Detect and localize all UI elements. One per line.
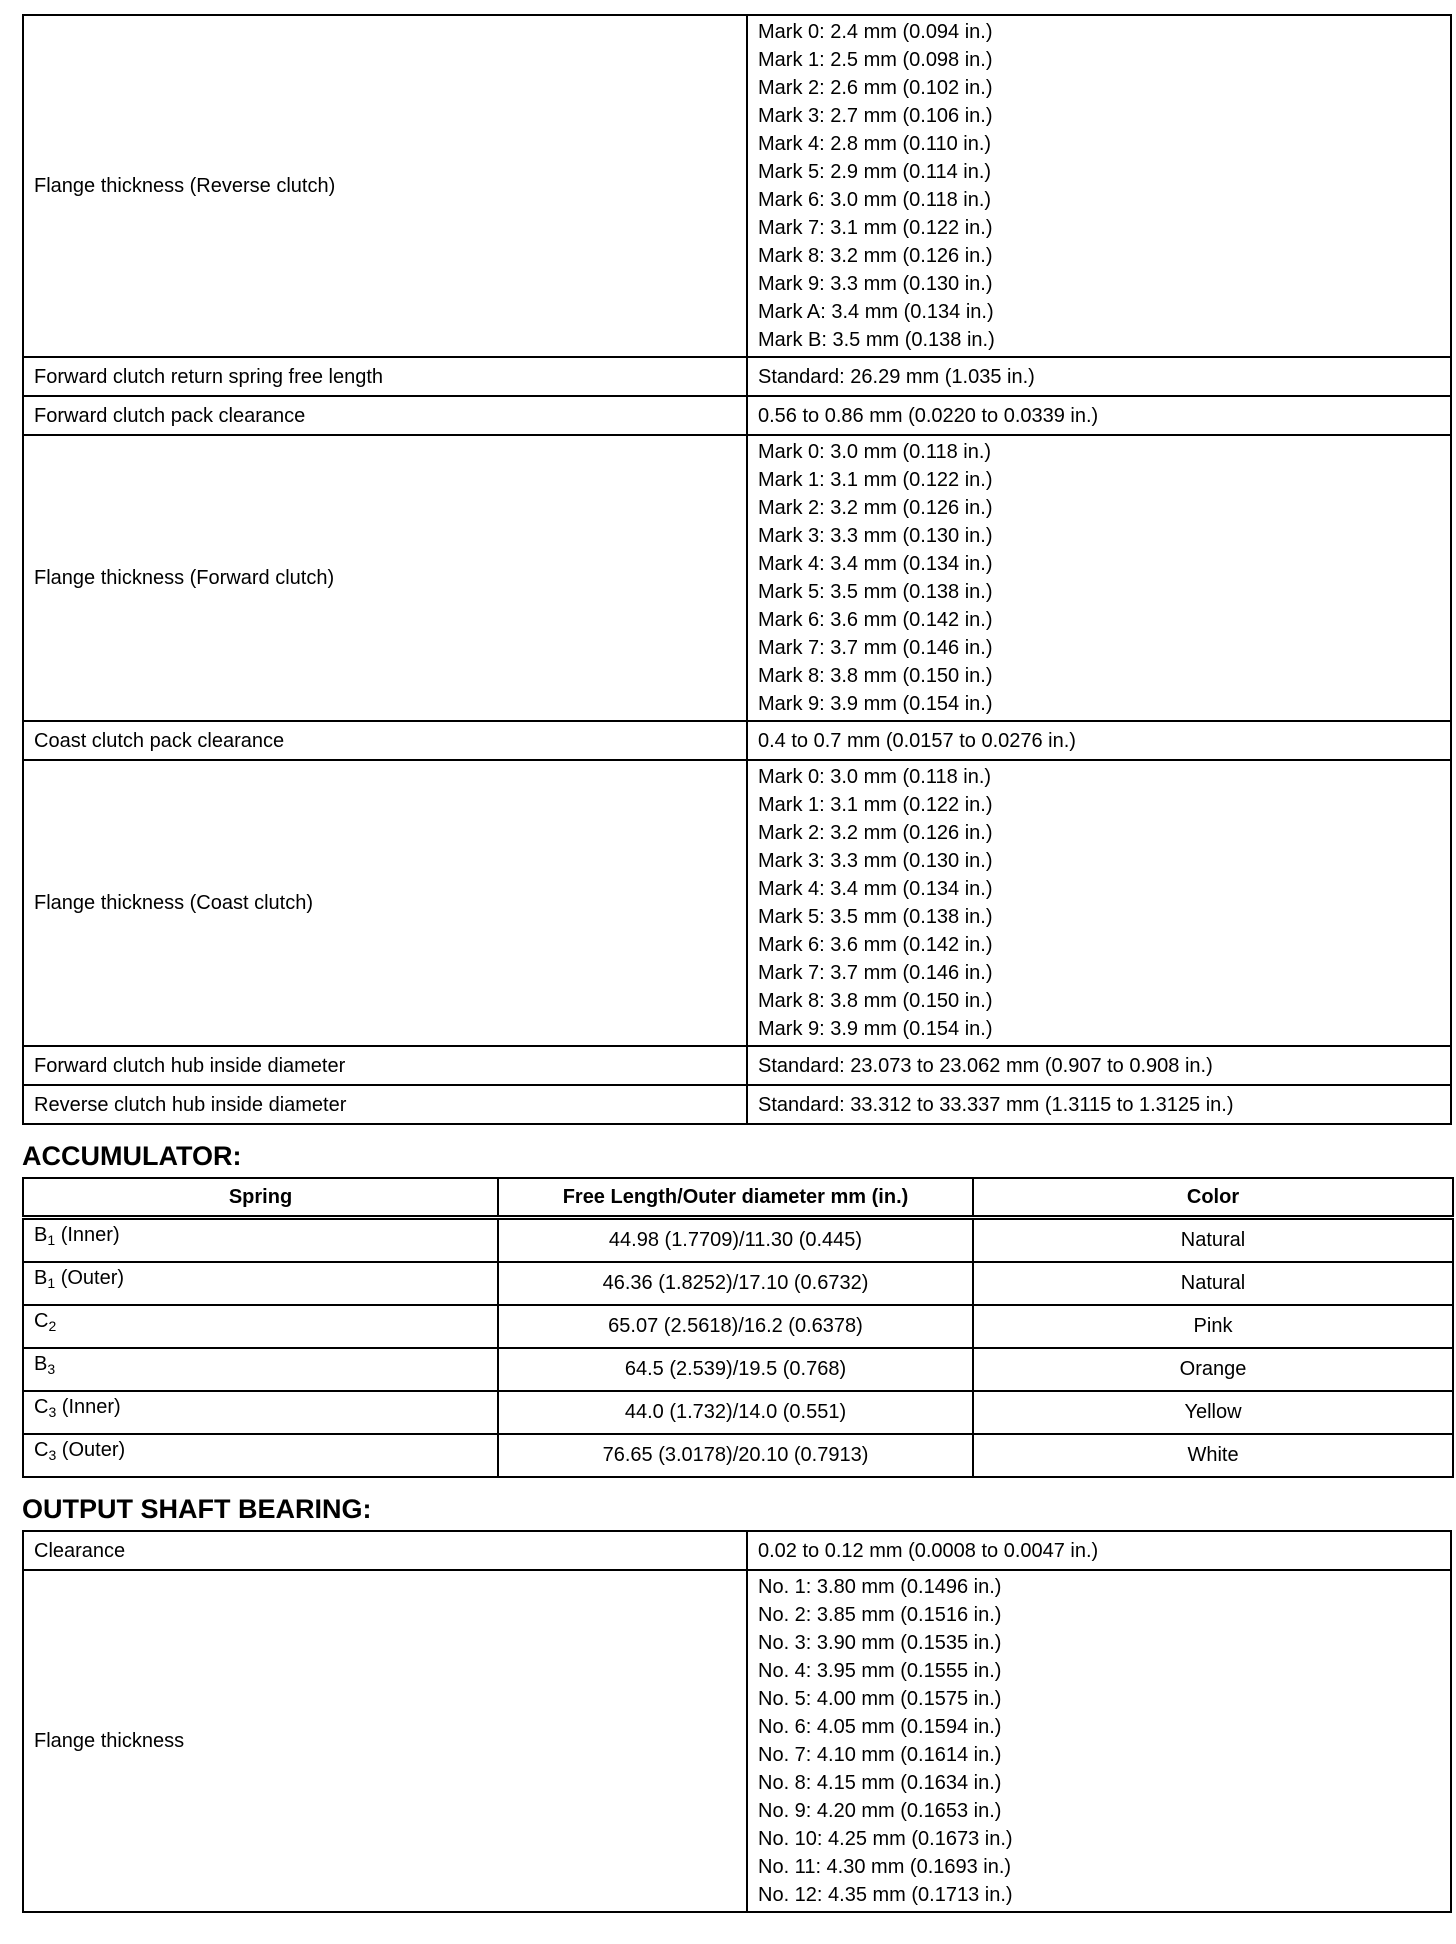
spec-row [23,721,1451,760]
spec-value-line: Mark 5: 3.5 mm (0.138 in.) [758,906,993,928]
spec-label: Flange thickness (Coast clutch) [23,760,747,1046]
accumulator-row [23,1305,1453,1348]
spec-value-line: Standard: 33.312 to 33.337 mm (1.3115 to 1.3125 in.) [758,1093,1234,1116]
spec-value [747,357,1451,396]
spec-value-line: Mark 4: 3.4 mm (0.134 in.) [758,878,993,900]
spec-value-line: No. 2: 3.85 mm (0.1516 in.) [758,1604,1002,1626]
spec-value [747,760,1451,1046]
spec-label: Reverse clutch hub inside diameter [23,1085,747,1124]
spec-label: Coast clutch pack clearance [23,721,747,760]
spec-value-line: Mark 4: 3.4 mm (0.134 in.) [758,553,993,575]
spec-value [747,1531,1451,1570]
spec-value-line: Mark 3: 2.7 mm (0.106 in.) [758,105,993,127]
spec-value-line: No. 12: 4.35 mm (0.1713 in.) [758,1884,1013,1906]
spec-label: Flange thickness [23,1570,747,1912]
spec-value [747,1570,1451,1912]
accumulator-row [23,1218,1453,1263]
spring-name [23,1305,498,1348]
spec-value-line: Mark 3: 3.3 mm (0.130 in.) [758,525,993,547]
color-value: Orange [973,1348,1453,1391]
spring-letter: B [34,1353,48,1375]
spec-value-line: Mark 8: 3.2 mm (0.126 in.) [758,245,993,267]
spec-row [23,15,1451,357]
spec-row [23,396,1451,435]
spec-value-line: No. 7: 4.10 mm (0.1614 in.) [758,1744,1002,1766]
clutch-spec-table [22,14,1452,1125]
spec-row [23,1085,1451,1124]
spec-value-line: Standard: 26.29 mm (1.035 in.) [758,365,1035,388]
color-value: Natural [973,1262,1453,1305]
spring-subscript: 3 [48,1404,57,1420]
spec-value-line: No. 8: 4.15 mm (0.1634 in.) [758,1772,1002,1794]
spec-value-line: No. 5: 4.00 mm (0.1575 in.) [758,1688,1002,1710]
spec-value-line: Mark 4: 2.8 mm (0.110 in.) [758,133,992,155]
accumulator-row [23,1262,1453,1305]
spec-value-line: Mark 6: 3.0 mm (0.118 in.) [758,189,992,211]
output-shaft-bearing-heading: OUTPUT SHAFT BEARING: [22,1494,372,1524]
spec-row [23,1570,1451,1912]
spec-value-line: Mark 7: 3.7 mm (0.146 in.) [758,962,993,984]
color-value: Pink [973,1305,1453,1348]
spec-value-line: Mark 1: 3.1 mm (0.122 in.) [758,469,993,491]
spring-letter: C [34,1396,49,1418]
spring-subscript: 2 [48,1318,57,1334]
spec-value-line: Mark 5: 3.5 mm (0.138 in.) [758,581,993,603]
spec-value-line: Mark 2: 3.2 mm (0.126 in.) [758,497,993,519]
spring-name [23,1262,498,1305]
color-value: White [973,1434,1453,1477]
spring-letter: B [34,1224,48,1246]
spring-suffix: (Inner) [56,1396,121,1418]
spec-value-line: 0.02 to 0.12 mm (0.0008 to 0.0047 in.) [758,1539,1099,1562]
spec-page [22,14,1452,1913]
spring-subscript: 1 [47,1275,56,1291]
spec-value-line: No. 1: 3.80 mm (0.1496 in.) [758,1576,1002,1598]
spec-value-line: Mark 1: 2.5 mm (0.098 in.) [758,49,993,71]
spec-value-line: 0.4 to 0.7 mm (0.0157 to 0.0276 in.) [758,729,1076,752]
accumulator-header-row [23,1178,1453,1218]
spec-value-line: No. 3: 3.90 mm (0.1535 in.) [758,1632,1002,1654]
spec-value-line: Mark 3: 3.3 mm (0.130 in.) [758,850,993,872]
spec-value-line: Mark 9: 3.9 mm (0.154 in.) [758,693,993,715]
free-length-value: 46.36 (1.8252)/17.10 (0.6732) [498,1262,973,1305]
spec-value [747,721,1451,760]
spec-value-line: No. 10: 4.25 mm (0.1673 in.) [758,1828,1013,1850]
spec-value-line: Mark 8: 3.8 mm (0.150 in.) [758,665,993,687]
column-header-free-length: Free Length/Outer diameter mm (in.) [498,1178,973,1218]
free-length-value: 64.5 (2.539)/19.5 (0.768) [498,1348,973,1391]
spec-value-line: Mark 0: 2.4 mm (0.094 in.) [758,21,993,43]
free-length-value: 76.65 (3.0178)/20.10 (0.7913) [498,1434,973,1477]
spec-value [747,1085,1451,1124]
spec-value-line: Mark 1: 3.1 mm (0.122 in.) [758,794,993,816]
spec-label: Forward clutch pack clearance [23,396,747,435]
spec-value-line: Mark 7: 3.1 mm (0.122 in.) [758,217,993,239]
spec-value-line: Mark B: 3.5 mm (0.138 in.) [758,329,995,351]
spec-value [747,396,1451,435]
spec-value-line: Mark 6: 3.6 mm (0.142 in.) [758,934,993,956]
spec-value-line: Mark 2: 2.6 mm (0.102 in.) [758,77,993,99]
column-header-spring: Spring [23,1178,498,1218]
spec-value-line: Mark 9: 3.9 mm (0.154 in.) [758,1018,993,1040]
spec-row [23,1046,1451,1085]
spec-value-line: Mark A: 3.4 mm (0.134 in.) [758,301,994,323]
spec-value-line: Mark 6: 3.6 mm (0.142 in.) [758,609,993,631]
spec-label: Flange thickness (Reverse clutch) [23,15,747,357]
spring-letter: B [34,1267,48,1289]
spec-value-line: Mark 2: 3.2 mm (0.126 in.) [758,822,993,844]
accumulator-row [23,1391,1453,1434]
free-length-value: 44.98 (1.7709)/11.30 (0.445) [498,1218,973,1263]
spec-row [23,357,1451,396]
spec-value-line: Standard: 23.073 to 23.062 mm (0.907 to 0.908 in.) [758,1054,1213,1077]
spring-subscript: 3 [48,1447,57,1463]
spec-label: Clearance [23,1531,747,1570]
spec-value-line: No. 6: 4.05 mm (0.1594 in.) [758,1716,1002,1738]
output-shaft-bearing-body [23,1531,1451,1912]
spec-value-line: Mark 0: 3.0 mm (0.118 in.) [758,766,992,788]
spec-row [23,760,1451,1046]
spec-value-line: No. 4: 3.95 mm (0.1555 in.) [758,1660,1002,1682]
spring-name [23,1218,498,1263]
clutch-spec-body [23,15,1451,1124]
spec-label: Forward clutch return spring free length [23,357,747,396]
spec-value-line: No. 11: 4.30 mm (0.1693 in.) [758,1856,1012,1878]
spring-letter: C [34,1439,49,1461]
free-length-value: 65.07 (2.5618)/16.2 (0.6378) [498,1305,973,1348]
spec-value-line: Mark 8: 3.8 mm (0.150 in.) [758,990,993,1012]
spring-suffix: (Outer) [56,1439,126,1461]
spec-value [747,15,1451,357]
spec-value [747,435,1451,721]
spring-name [23,1391,498,1434]
free-length-value: 44.0 (1.732)/14.0 (0.551) [498,1391,973,1434]
spec-row [23,1531,1451,1570]
spec-value-line: No. 9: 4.20 mm (0.1653 in.) [758,1800,1002,1822]
spec-label: Forward clutch hub inside diameter [23,1046,747,1085]
spec-value [747,1046,1451,1085]
accumulator-body [23,1218,1453,1478]
spring-name [23,1348,498,1391]
spring-name [23,1434,498,1477]
spring-letter: C [34,1310,49,1332]
accumulator-heading: ACCUMULATOR: [22,1141,242,1171]
spring-subscript: 1 [47,1232,56,1248]
spec-value-line: 0.56 to 0.86 mm (0.0220 to 0.0339 in.) [758,404,1099,427]
spring-suffix: (Outer) [55,1267,125,1289]
accumulator-row [23,1348,1453,1391]
spec-value-line: Mark 0: 3.0 mm (0.118 in.) [758,441,992,463]
accumulator-row [23,1434,1453,1477]
spec-row [23,435,1451,721]
accumulator-table [22,1177,1454,1478]
color-value: Yellow [973,1391,1453,1434]
spec-value-line: Mark 9: 3.3 mm (0.130 in.) [758,273,993,295]
color-value: Natural [973,1218,1453,1263]
spec-value-line: Mark 5: 2.9 mm (0.114 in.) [758,161,992,183]
spec-value-line: Mark 7: 3.7 mm (0.146 in.) [758,637,993,659]
spring-subscript: 3 [47,1361,56,1377]
output-shaft-bearing-table [22,1530,1452,1913]
spring-suffix: (Inner) [55,1224,120,1246]
column-header-color: Color [973,1178,1453,1218]
spec-label: Flange thickness (Forward clutch) [23,435,747,721]
